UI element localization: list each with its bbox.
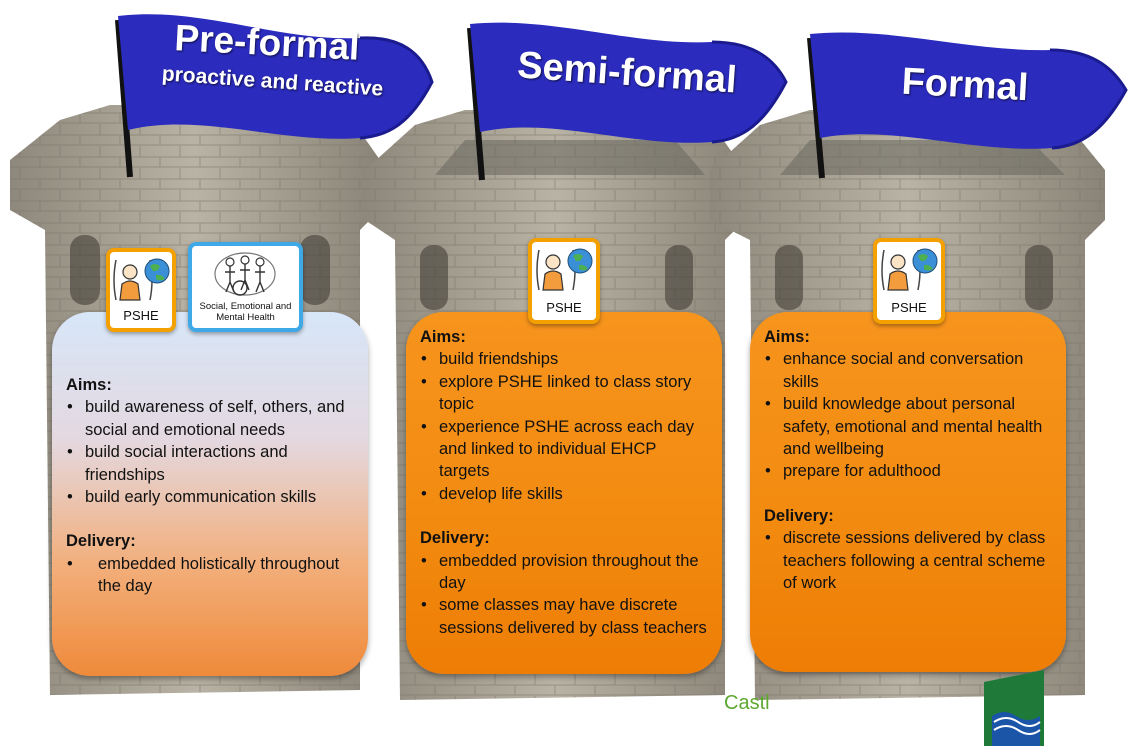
delivery-heading: Delivery: [764,506,834,525]
people-group-icon [192,250,299,300]
list-item: • some classes may have discrete sessions delivered by class teachers [420,594,708,639]
card-semiformal [406,312,722,674]
pshe-symbol-formal [873,238,945,324]
delivery-heading: Delivery: [66,532,136,551]
flag-subtitle: proactive and reactive [161,62,384,101]
school-logo-icon [984,670,1044,746]
pshe-label: PSHE [891,300,927,315]
list-item: • develop life skills [420,483,708,505]
delivery-list [66,553,354,598]
school-logo [984,670,1044,746]
flag-title: Semi-formal [516,44,739,102]
delivery-list [764,527,1052,594]
card-formal [750,312,1066,672]
list-item: • build early communication skills [66,486,354,508]
pshe-icon [877,244,941,300]
aims-heading: Aims: [764,328,810,346]
flag-formal [800,30,1130,180]
aims-list [66,396,354,508]
card-preformal [52,312,368,676]
list-item: • build friendships [420,348,708,370]
pshe-symbol-preformal [106,248,176,332]
pshe-symbol-semiformal [528,238,600,324]
list-item: • build social interactions and friendships [66,441,354,486]
pshe-label: PSHE [123,308,159,323]
list-item: • build knowledge about personal safety, emotional and mental health and wellbeing [764,393,1052,460]
aims-list [420,348,708,505]
list-item: • build awareness of self, others, and social and emotional needs [66,396,354,441]
list-item: • prepare for adulthood [764,460,1052,482]
pshe-icon [532,244,596,300]
semh-label: Social, Emotional and Mental Health [199,301,292,323]
list-item: • experience PSHE across each day and linked to individual EHCP targets [420,416,708,483]
aims-heading: Aims: [66,376,112,394]
flag-semiformal [462,20,792,185]
flag-preformal [110,12,440,182]
school-name-fragment: Castl [724,692,770,714]
aims-heading: Aims: [420,328,466,346]
flag-title: Pre-formal [173,17,361,68]
flag-title: Formal [900,60,1030,110]
semh-symbol [188,242,303,332]
list-item: • embedded provision throughout the day [420,550,708,595]
delivery-list [420,550,708,640]
aims-list [764,348,1052,482]
list-item: • explore PSHE linked to class story topic [420,371,708,416]
delivery-heading: Delivery: [420,529,490,548]
list-item: • discrete sessions delivered by class teachers following a central scheme of work [764,527,1052,594]
list-item: • enhance social and conversation skills [764,348,1052,393]
pshe-icon [110,254,172,310]
list-item: • embedded holistically throughout the day [66,553,354,598]
pshe-label: PSHE [546,300,582,315]
